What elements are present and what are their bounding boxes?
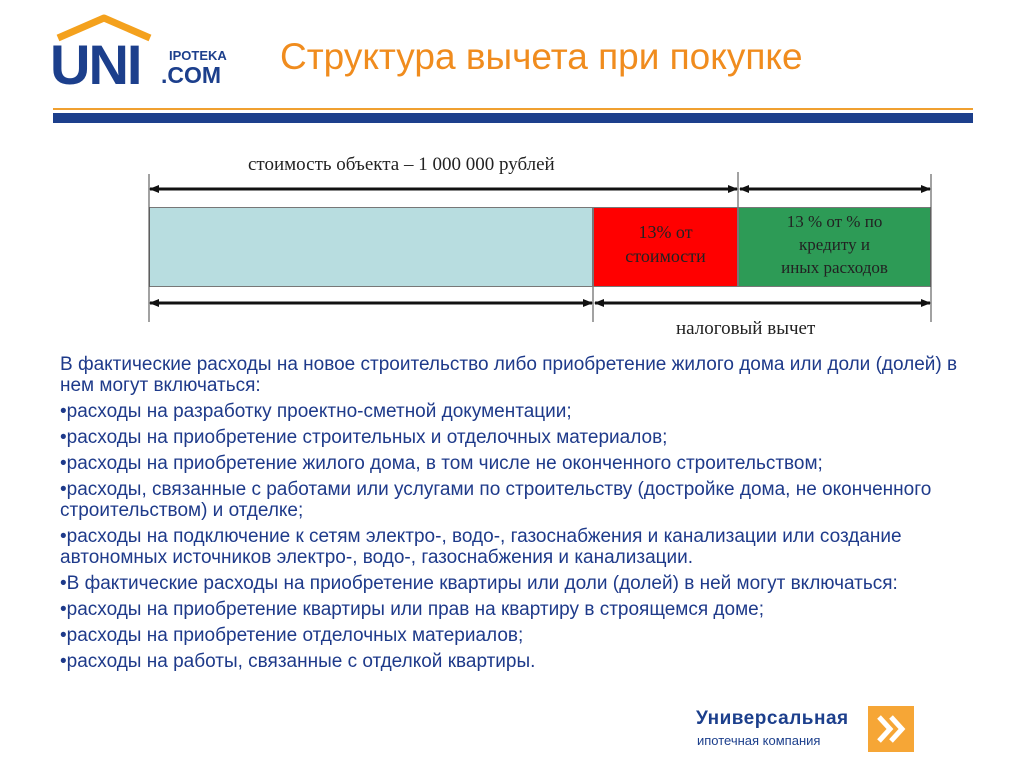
list-item: В фактические расходы на новое строительство либо приобретение жилого дома или доли (долей) в нем могут включаться:: [60, 354, 958, 396]
list-item: •расходы на приобретение строительных и отделочных материалов;: [60, 427, 668, 448]
cost-13-line1: 13% от: [638, 222, 693, 242]
object-cost-label: стоимость объекта – 1 000 000 рублей: [248, 154, 555, 175]
list-item: •В фактические расходы на приобретение квартиры или доли (долей) в ней могут включаться:: [60, 573, 898, 594]
list-item: •расходы на приобретение отделочных материалов;: [60, 625, 524, 646]
logo-brand: UNI: [50, 33, 141, 92]
dimension-arrows: [140, 140, 940, 350]
chevrons-icon: [868, 706, 914, 752]
deduction-diagram: [140, 140, 940, 350]
header-rule-navy: [53, 113, 973, 123]
header-rule-orange: [53, 108, 973, 110]
list-item: •расходы на работы, связанные с отделкой квартиры.: [60, 651, 536, 672]
uni-ipoteka-logo: [48, 14, 230, 92]
list-item: •расходы на приобретение жилого дома, в том числе не оконченного строительством;: [60, 453, 823, 474]
credit-13-line3: иных расходов: [781, 258, 888, 277]
slide-title: Структура вычета при покупке: [280, 36, 803, 77]
credit-13-line1: 13 % от % по: [786, 212, 883, 231]
list-item: •расходы, связанные с работами или услугами по строительству (достройке дома, не оконченного строительством) и отделке;: [60, 479, 932, 521]
expenses-list: [60, 354, 990, 677]
logo-top-text: IPOTEKA: [169, 48, 227, 63]
footer-company-name: Универсальная: [696, 708, 849, 729]
list-item: •расходы на приобретение квартиры или прав на квартиру в строящемся доме;: [60, 599, 764, 620]
footer-logo: [696, 706, 918, 756]
footer-company-subtitle: ипотечная компания: [697, 733, 821, 748]
list-item: •расходы на подключение к сетям электро-, водо-, газоснабжения и канализации или создание автономных источников электро-, водо-, газоснабжения и канализации.: [60, 526, 902, 568]
list-item: •расходы на разработку проектно-сметной документации;: [60, 401, 572, 422]
cost-13-line2: стоимости: [625, 246, 706, 266]
logo-bottom-text: .COM: [161, 62, 222, 88]
tax-deduction-label: налоговый вычет: [676, 318, 816, 339]
credit-13-line2: кредиту и: [799, 235, 870, 254]
